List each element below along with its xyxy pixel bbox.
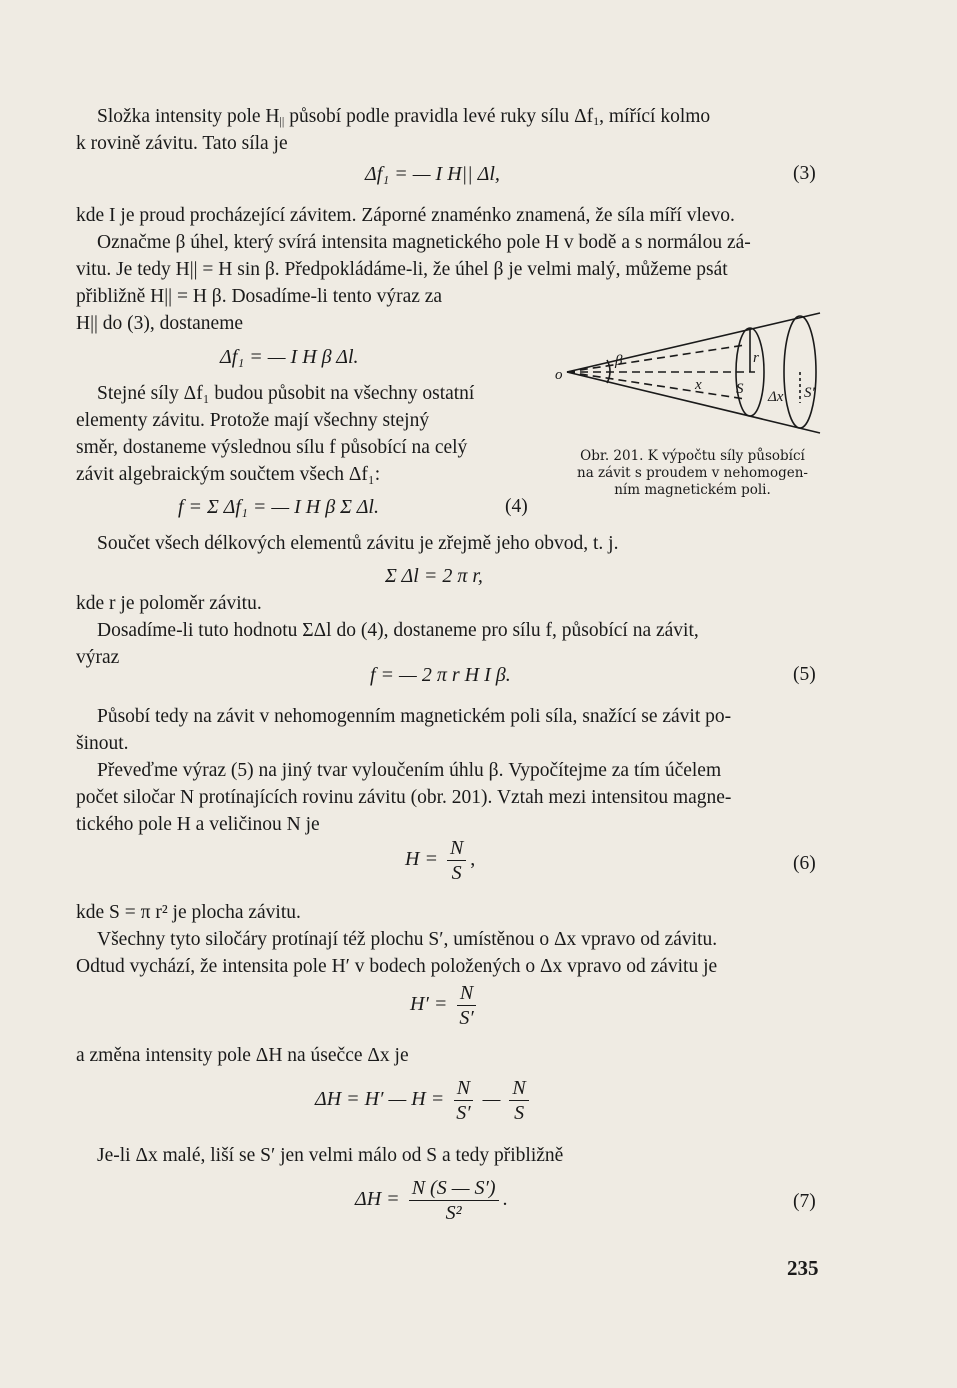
figure-label-dx: Δx xyxy=(768,389,784,405)
fraction-numerator: N xyxy=(454,1076,473,1101)
equation-lhs: ΔH = H′ — H = xyxy=(315,1088,445,1111)
fraction xyxy=(453,1076,473,1125)
text-line: šinout. xyxy=(76,733,129,754)
text-line: Složka intensity pole $H_{||}$ působí podle pravidla levé ruky sílu $\Delta f_1$, mířící kolmo xyxy=(97,106,711,128)
equation-h-prime xyxy=(410,981,481,1030)
text-line: výraz xyxy=(76,647,120,668)
equation-number: (5) xyxy=(793,664,816,685)
text-line: Označme β úhel, který svírá intensita magnetického pole H v bodě a s normálou zá- xyxy=(97,232,751,253)
caption-line: ním magnetickém poli. xyxy=(614,482,771,498)
text-line: a změna intensity pole ΔH na úsečce Δx je xyxy=(76,1045,409,1066)
figure-label-r: r xyxy=(753,350,759,366)
equation-delta-h xyxy=(315,1076,533,1125)
fraction-denominator: S² xyxy=(445,1202,462,1224)
text-line: přibližně H|| = H β. Dosadíme-li tento výraz za xyxy=(76,286,443,307)
text-line: k rovině závitu. Tato síla je xyxy=(76,133,288,154)
equation-number: (6) xyxy=(793,853,816,874)
text-line: Je-li Δx malé, liší se S′ jen velmi málo od S a tedy přibližně xyxy=(97,1145,564,1166)
equation-tail: . xyxy=(502,1188,508,1211)
caption-line: na závit s proudem v nehomogen- xyxy=(577,465,808,481)
figure-label-x: x xyxy=(695,377,702,393)
equation-lhs: H′ = xyxy=(410,993,448,1016)
beta-ray-upper xyxy=(567,345,745,372)
beta-ray-lower xyxy=(567,372,745,399)
text-line: závit algebraickým součtem všech Δf₁: xyxy=(76,464,381,485)
fraction-numerator: N xyxy=(447,836,466,861)
figure-caption xyxy=(555,448,830,499)
fraction xyxy=(447,836,466,885)
equation-3: Δf₁ = — I H|| Δl, xyxy=(365,163,500,185)
page-number: 235 xyxy=(787,1256,819,1280)
equation-tail: , xyxy=(470,848,476,871)
minus-sign: — xyxy=(482,1088,501,1111)
fraction-numerator: N xyxy=(509,1076,528,1101)
text-line: kde I je proud procházející závitem. Záporné znaménko znamená, že síla míří vlevo. xyxy=(76,205,735,226)
text-line: Odtud vychází, že intensita pole H′ v bodech položených o Δx vpravo od závitu je xyxy=(76,956,718,977)
fraction xyxy=(456,981,476,1030)
equation-number: (3) xyxy=(793,163,816,184)
text-line: Převeďme výraz (5) na jiný tvar vyloučením úhlu β. Vypočítejme za tím účelem xyxy=(97,760,722,781)
equation-5: f = — 2 π r H I β. xyxy=(370,664,511,686)
field-line-upper xyxy=(567,313,820,372)
fraction-denominator: S xyxy=(514,1102,525,1124)
fraction-denominator: S′ xyxy=(456,1102,471,1124)
text-line: počet siločar N protínajících rovinu závitu (obr. 201). Vztah mezi intensitou magne- xyxy=(76,787,732,808)
fraction xyxy=(509,1076,528,1125)
fraction-denominator: S′ xyxy=(459,1007,474,1029)
text-line: Stejné síly Δf₁ budou působit na všechny ostatní xyxy=(97,383,475,404)
fraction-numerator: N (S — S′) xyxy=(409,1176,499,1201)
figure-label-S-prime: S′ xyxy=(804,385,815,401)
figure-label-S: S xyxy=(736,381,744,397)
equation-lhs: H = xyxy=(405,848,438,871)
text-line: směr, dostaneme výslednou sílu f působící na celý xyxy=(76,437,468,458)
equation-lhs: ΔH = xyxy=(355,1188,400,1211)
fraction-numerator: N xyxy=(457,981,476,1006)
figure-201-diagram xyxy=(555,305,830,445)
text-line: tického pole H a veličinou N je xyxy=(76,814,320,835)
figure-label-o: o xyxy=(555,367,563,383)
text-line: vitu. Je tedy H|| = H sin β. Předpokládáme-li, že úhel β je velmi malý, můžeme psát xyxy=(76,259,728,280)
text-line: H|| do (3), dostaneme xyxy=(76,313,244,334)
equation-4: f = Σ Δf₁ = — I H β Σ Δl. xyxy=(178,496,379,518)
equation-beta: Δf₁ = — I H β Δl. xyxy=(220,346,359,368)
fraction xyxy=(409,1176,499,1225)
text-line: elementy závitu. Protože mají všechny stejný xyxy=(76,410,430,431)
equation-number: (4) xyxy=(505,496,528,517)
figure-label-beta: β xyxy=(615,353,623,369)
equation-7 xyxy=(355,1176,508,1225)
equation-number: (7) xyxy=(793,1191,816,1212)
text-line: kde S = π r² je plocha závitu. xyxy=(76,902,301,923)
text-line: Působí tedy na závit v nehomogenním magnetickém poli síla, snažící se závit po- xyxy=(97,706,732,727)
text-line: Všechny tyto siločáry protínají též plochu S′, umístěnou o Δx vpravo od závitu. xyxy=(97,929,718,950)
text-line: Součet všech délkových elementů závitu je zřejmě jeho obvod, t. j. xyxy=(97,533,619,554)
equation-perimeter: Σ Δl = 2 π r, xyxy=(385,565,483,587)
equation-6 xyxy=(405,836,475,885)
caption-line: Obr. 201. K výpočtu síly působící xyxy=(580,448,805,464)
text-line: Dosadíme-li tuto hodnotu ΣΔl do (4), dostaneme pro sílu f, působící na závit, xyxy=(97,620,699,641)
fraction-denominator: S xyxy=(451,862,462,884)
text-line: kde r je poloměr závitu. xyxy=(76,593,262,614)
